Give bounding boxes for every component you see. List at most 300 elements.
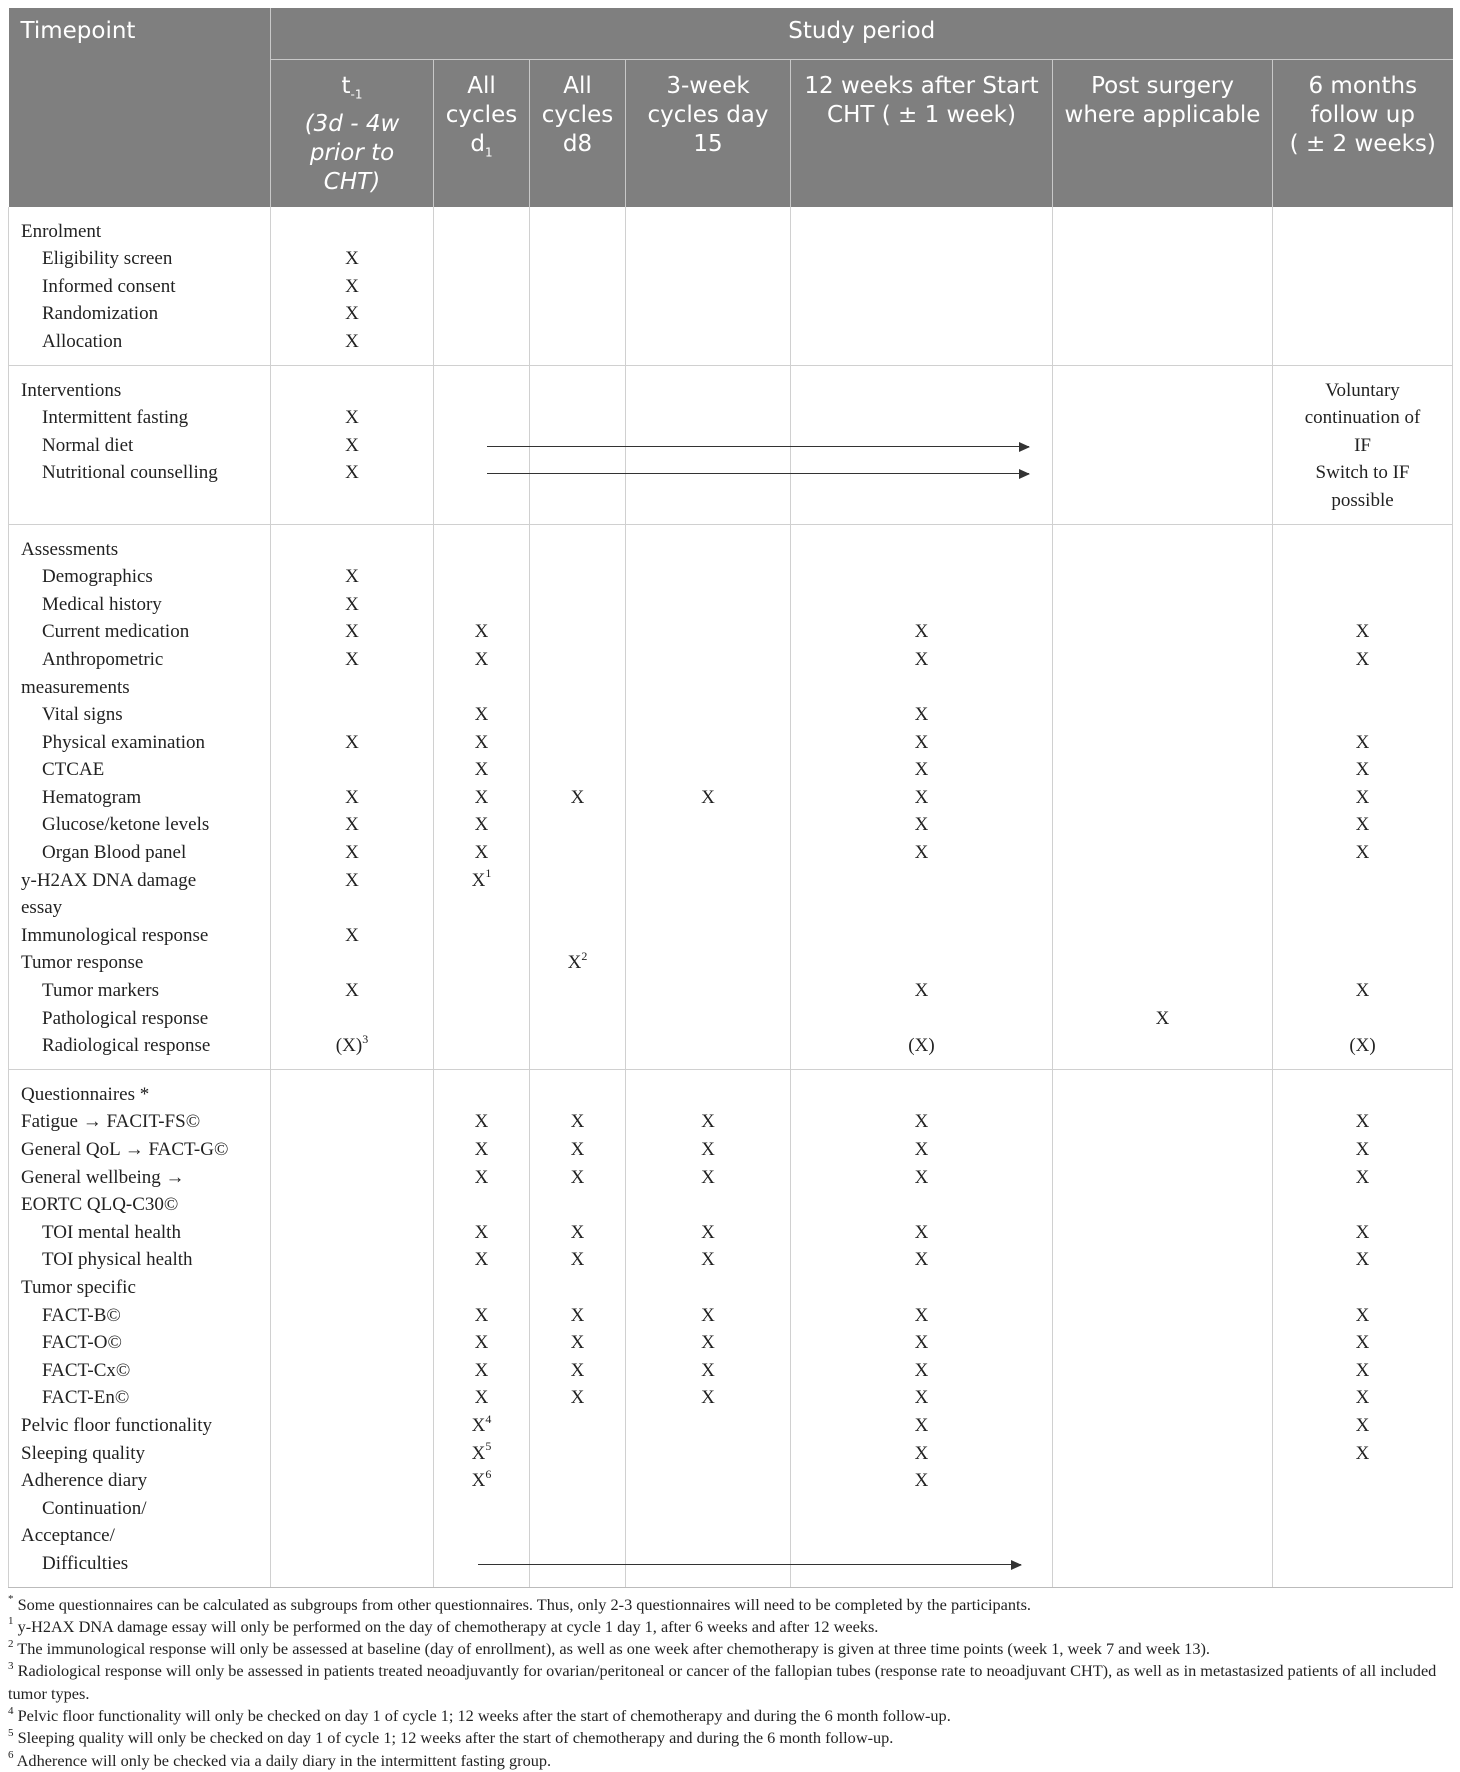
footnote-mark: * <box>8 1593 14 1606</box>
cell <box>626 949 790 977</box>
column-cells-7 <box>1273 207 1453 365</box>
cell <box>271 977 433 1005</box>
cell-value: X <box>1355 1332 1370 1354</box>
cell-value: X <box>914 1249 929 1271</box>
cell-value: X <box>345 621 359 643</box>
cell <box>434 377 529 405</box>
row-label: Radiological response <box>42 1035 211 1057</box>
row-label: FACT-B© <box>42 1304 121 1326</box>
cell <box>434 1246 529 1274</box>
column-cells-5 <box>791 524 1053 1069</box>
cell <box>1273 1219 1452 1247</box>
cell-value: X <box>914 786 929 808</box>
footnotes <box>8 1594 1452 1772</box>
cell <box>434 273 529 301</box>
column-header-note: (3d - 4w prior to CHT) <box>304 110 400 195</box>
cell-value: X <box>345 648 359 670</box>
cell <box>271 1329 433 1357</box>
cell <box>434 1032 529 1060</box>
cell-value: X <box>701 1139 715 1160</box>
cell <box>1273 977 1452 1005</box>
cell-value: X <box>1355 731 1370 753</box>
column-header-3 <box>530 60 626 207</box>
cell <box>626 1108 790 1136</box>
cell <box>1053 1357 1272 1385</box>
row-labels <box>9 1069 271 1587</box>
column-header-text: All <box>467 73 496 99</box>
cell <box>1273 1357 1452 1385</box>
cell <box>626 1440 790 1468</box>
cell <box>791 1274 1052 1302</box>
cell <box>791 1357 1052 1385</box>
cell-value: X <box>701 1359 715 1381</box>
row-labels <box>9 365 271 524</box>
cell-value: X <box>570 1249 585 1271</box>
cell <box>434 1302 529 1330</box>
row-label: CTCAE <box>42 759 105 781</box>
cell-value: X <box>914 1414 929 1436</box>
cell-value: X <box>570 786 585 808</box>
cell <box>530 894 625 922</box>
row-label: Tumor specific <box>21 1276 136 1298</box>
cell <box>1273 1384 1452 1412</box>
row-label: Organ Blood panel <box>42 842 187 864</box>
footnote-text: Some questionnaires can be calculated as subgroups from other questionnaires. Thus, only 2-3 questionnaires will need to be completed by the participants. <box>17 1594 1031 1614</box>
cell <box>271 1467 433 1495</box>
row-label: Randomization <box>42 303 159 325</box>
footnote-text: Sleeping quality will only be checked on day 1 of cycle 1; 12 weeks after the start of chemotherapy and during the 6 month follow-up. <box>17 1728 894 1748</box>
cell <box>434 839 529 867</box>
column-header-line <box>1275 101 1451 130</box>
cell-value: possible <box>1331 489 1394 511</box>
column-header-line <box>1055 72 1270 101</box>
cell <box>791 756 1052 784</box>
column-cells-1 <box>271 365 434 524</box>
cell <box>1273 1467 1452 1495</box>
column-cells-3 <box>530 207 626 365</box>
column-cells-4 <box>626 1069 791 1587</box>
column-header-text: CHT ( ± 1 week) <box>827 102 1016 128</box>
cell <box>434 1357 529 1385</box>
column-cells-4 <box>626 365 791 524</box>
timepoint-header: Timepoint <box>9 8 271 207</box>
cell <box>530 646 625 674</box>
cell-value: IF <box>1354 434 1371 456</box>
cell <box>1273 784 1452 812</box>
cell-value: X <box>914 621 929 643</box>
cell-value: X <box>345 248 359 270</box>
row-label: Anthropometric <box>42 648 164 670</box>
footnote-marker: 3 <box>362 1031 369 1046</box>
cell <box>530 1384 625 1412</box>
cell-value: X <box>701 1332 715 1354</box>
cell <box>791 1522 1052 1550</box>
row-label: Pelvic floor functionality <box>21 1414 213 1436</box>
cell <box>1053 674 1272 702</box>
cell-value: X <box>570 1111 585 1133</box>
cell-value: X <box>701 1166 715 1188</box>
column-header-text: cycles <box>541 102 614 128</box>
cell <box>1053 1384 1272 1412</box>
cell <box>626 1219 790 1247</box>
cell <box>271 784 433 812</box>
cell <box>626 839 790 867</box>
column-cells-2 <box>434 524 530 1069</box>
row-label: Fatigue → FACIT-FS© <box>21 1111 201 1133</box>
cell <box>434 949 529 977</box>
cell-value: X <box>914 704 929 726</box>
cell <box>530 784 625 812</box>
cell-value: (X) <box>335 1035 363 1057</box>
cell <box>271 487 433 515</box>
cell <box>1273 404 1452 432</box>
cell-value: X <box>914 1111 929 1133</box>
cell-value: X <box>474 1359 489 1381</box>
cell-value: X <box>345 814 359 836</box>
row-label: EORTC QLQ-C30© <box>21 1194 179 1216</box>
cell <box>434 536 529 564</box>
cell-value: Voluntary <box>1325 379 1400 401</box>
column-cells-7 <box>1273 365 1453 524</box>
cell-value: X <box>471 1470 486 1492</box>
cell <box>1273 1329 1452 1357</box>
cell <box>434 977 529 1005</box>
row-label: Informed consent <box>42 275 176 297</box>
counselling-arrow <box>487 473 1029 474</box>
cell <box>1053 1005 1272 1033</box>
column-header-2 <box>434 60 530 207</box>
cell <box>530 1412 625 1440</box>
cell-value: X <box>1355 1304 1370 1326</box>
footnote-marker: 5 <box>485 1439 492 1454</box>
cell-value: X <box>570 1166 585 1188</box>
cell <box>434 563 529 591</box>
cell-value: X <box>1355 1414 1370 1436</box>
cell <box>626 1191 790 1219</box>
column-header-4 <box>626 60 791 207</box>
cell <box>434 328 529 356</box>
cell <box>271 756 433 784</box>
column-cells-6 <box>1053 365 1273 524</box>
cell <box>1273 1522 1452 1550</box>
cell <box>434 729 529 757</box>
footnote-marker: 2 <box>581 949 588 964</box>
cell <box>1273 245 1452 273</box>
cell <box>626 1032 790 1060</box>
cell <box>1053 1191 1272 1219</box>
schedule-table <box>8 8 1453 1588</box>
footnote <box>8 1660 1452 1705</box>
cell <box>434 1191 529 1219</box>
cell-value: X <box>345 869 359 891</box>
cell <box>271 1136 433 1164</box>
cell <box>434 1274 529 1302</box>
cell-value: X <box>474 1387 489 1409</box>
footnote-mark: 5 <box>8 1726 14 1739</box>
cell <box>271 1522 433 1550</box>
row-label: FACT-En© <box>42 1387 130 1409</box>
row-label: Assessments <box>21 538 119 560</box>
cell-value: (X) <box>1349 1035 1376 1057</box>
cell <box>1273 1274 1452 1302</box>
cell <box>626 977 790 1005</box>
cell <box>530 1274 625 1302</box>
cell <box>1053 1495 1272 1523</box>
cell-value: X <box>345 303 359 325</box>
cell <box>1273 1164 1452 1192</box>
cell <box>626 1522 790 1550</box>
column-header-line <box>1275 130 1451 159</box>
cell <box>434 1522 529 1550</box>
cell <box>434 1440 529 1468</box>
cell-value: X <box>1355 1166 1370 1188</box>
cell-value: X <box>474 621 489 643</box>
cell <box>434 756 529 784</box>
cell <box>530 1081 625 1109</box>
cell <box>271 1108 433 1136</box>
cell <box>1273 1005 1452 1033</box>
cell <box>1053 1274 1272 1302</box>
column-cells-3 <box>530 524 626 1069</box>
cell <box>626 1081 790 1109</box>
cell <box>271 377 433 405</box>
cell <box>1273 646 1452 674</box>
row-label <box>21 487 266 515</box>
cell <box>1053 1550 1272 1578</box>
column-header-line <box>628 72 788 101</box>
cell <box>530 487 625 515</box>
cell <box>791 1440 1052 1468</box>
column-header-7 <box>1273 60 1453 207</box>
cell-value: X <box>570 1139 585 1160</box>
cell-value: X <box>914 1139 929 1160</box>
cell <box>271 1274 433 1302</box>
cell-value: X <box>701 1111 715 1133</box>
cell-value: X <box>345 462 359 484</box>
cell <box>1273 591 1452 619</box>
cell <box>271 328 433 356</box>
cell <box>791 273 1052 301</box>
cell-value: X <box>1355 648 1370 670</box>
cell <box>271 1357 433 1385</box>
cell <box>1273 273 1452 301</box>
column-header-1 <box>271 60 434 207</box>
cell <box>1053 432 1272 460</box>
cell <box>1053 273 1272 301</box>
cell <box>271 459 433 487</box>
cell <box>1053 1440 1272 1468</box>
cell-value: X <box>701 1304 715 1326</box>
cell <box>271 273 433 301</box>
cell <box>530 839 625 867</box>
cell <box>271 839 433 867</box>
column-cells-7 <box>1273 524 1453 1069</box>
cell <box>271 949 433 977</box>
cell <box>1053 949 1272 977</box>
column-header-5 <box>791 60 1053 207</box>
row-labels <box>9 524 271 1069</box>
footnote-mark: 3 <box>8 1659 14 1672</box>
cell <box>626 1467 790 1495</box>
column-header-line <box>532 130 623 159</box>
cell <box>791 1164 1052 1192</box>
column-cells-6 <box>1053 524 1273 1069</box>
row-label: Normal diet <box>42 434 134 456</box>
column-header-text: 3-week <box>666 73 750 99</box>
cell <box>1053 1164 1272 1192</box>
cell <box>791 404 1052 432</box>
column-header-text: 12 weeks after Start <box>804 73 1039 99</box>
cell-value: X <box>474 1249 489 1271</box>
column-cells-5 <box>791 365 1053 524</box>
cell <box>791 1384 1052 1412</box>
row-label: Demographics <box>42 566 153 588</box>
cell <box>1273 1440 1452 1468</box>
footnote <box>8 1750 1452 1772</box>
column-header-line <box>628 101 788 130</box>
cell <box>434 701 529 729</box>
cell <box>626 563 790 591</box>
cell <box>791 377 1052 405</box>
cell <box>1273 432 1452 460</box>
column-cells-6 <box>1053 1069 1273 1587</box>
column-header-line <box>793 72 1050 101</box>
row-label: y-H2AX DNA damage <box>21 869 197 891</box>
cell <box>434 591 529 619</box>
footnote-marker: 1 <box>485 866 492 881</box>
cell <box>791 1467 1052 1495</box>
cell <box>530 1005 625 1033</box>
cell <box>271 1032 433 1060</box>
cell <box>1273 811 1452 839</box>
cell <box>626 1274 790 1302</box>
row-label: Eligibility screen <box>42 248 173 270</box>
cell <box>271 1219 433 1247</box>
row-label: FACT-O© <box>42 1332 122 1354</box>
section-questionnaires <box>9 1069 1453 1587</box>
cell <box>434 300 529 328</box>
column-header-line <box>532 72 623 101</box>
cell <box>1053 245 1272 273</box>
cell-value: X <box>345 330 359 352</box>
cell-value: X <box>471 1414 486 1436</box>
cell <box>626 1384 790 1412</box>
section-enrolment <box>9 207 1453 365</box>
cell-value: X <box>914 1166 929 1188</box>
cell <box>530 1357 625 1385</box>
footnote-mark: 6 <box>8 1749 14 1762</box>
cell <box>1053 591 1272 619</box>
cell-value: X <box>1355 1387 1370 1409</box>
footnote-marker: 6 <box>485 1466 492 1481</box>
row-label: Tumor markers <box>42 980 159 1002</box>
column-cells-6 <box>1053 207 1273 365</box>
cell <box>530 618 625 646</box>
cell <box>434 1384 529 1412</box>
cell <box>530 756 625 784</box>
cell <box>434 404 529 432</box>
cell <box>530 328 625 356</box>
row-label: Allocation <box>42 330 123 352</box>
cell <box>626 245 790 273</box>
cell-value: X <box>474 648 489 670</box>
cell-value: X <box>345 786 359 808</box>
cell-value: X <box>474 1166 489 1188</box>
cell <box>434 1467 529 1495</box>
cell-value: X <box>914 648 929 670</box>
cell <box>791 563 1052 591</box>
column-header-text: cycles day <box>647 102 769 128</box>
footnote-mark: 1 <box>8 1615 14 1628</box>
cell-value: X <box>1355 1139 1370 1160</box>
cell-value: X <box>914 1304 929 1326</box>
cell <box>271 1495 433 1523</box>
cell-value: X <box>701 1249 715 1271</box>
footnote <box>8 1616 1452 1638</box>
cell <box>1053 1302 1272 1330</box>
cell <box>626 867 790 895</box>
cell <box>530 1329 625 1357</box>
cell <box>1053 784 1272 812</box>
cell <box>271 300 433 328</box>
footnote <box>8 1594 1452 1616</box>
column-header-text: where applicable <box>1064 102 1261 128</box>
column-cells-5 <box>791 1069 1053 1587</box>
cell <box>434 1136 529 1164</box>
cell-value: X <box>1355 842 1370 864</box>
column-header-line <box>1275 72 1451 101</box>
footnote-text: Adherence will only be checked via a daily diary in the intermittent fasting group. <box>16 1750 552 1770</box>
cell <box>271 1164 433 1192</box>
cell <box>530 1302 625 1330</box>
cell-value: X <box>701 1387 715 1409</box>
column-cells-3 <box>530 365 626 524</box>
cell <box>434 487 529 515</box>
cell <box>791 618 1052 646</box>
cell <box>271 432 433 460</box>
cell <box>1053 487 1272 515</box>
cell <box>530 1440 625 1468</box>
cell <box>1273 1550 1452 1578</box>
cell <box>271 1412 433 1440</box>
cell-value: X <box>1355 814 1370 836</box>
row-label: FACT-Cx© <box>42 1359 131 1381</box>
cell <box>1273 1246 1452 1274</box>
cell <box>271 1550 433 1578</box>
cell-value: X <box>474 759 489 781</box>
cell <box>791 1329 1052 1357</box>
cell <box>791 949 1052 977</box>
cell <box>1053 1522 1272 1550</box>
cell <box>1273 756 1452 784</box>
cell <box>1053 922 1272 950</box>
cell <box>626 487 790 515</box>
cell <box>530 536 625 564</box>
cell <box>1273 674 1452 702</box>
cell <box>530 591 625 619</box>
row-label: Physical examination <box>42 731 206 753</box>
cell-value: continuation of <box>1304 407 1421 429</box>
cell-value: X <box>914 731 929 753</box>
cell <box>271 729 433 757</box>
cell <box>434 646 529 674</box>
cell <box>626 218 790 246</box>
cell <box>1273 563 1452 591</box>
column-cells-2 <box>434 207 530 365</box>
cell <box>530 977 625 1005</box>
cell-value: X <box>1355 1442 1370 1464</box>
cell <box>1273 867 1452 895</box>
